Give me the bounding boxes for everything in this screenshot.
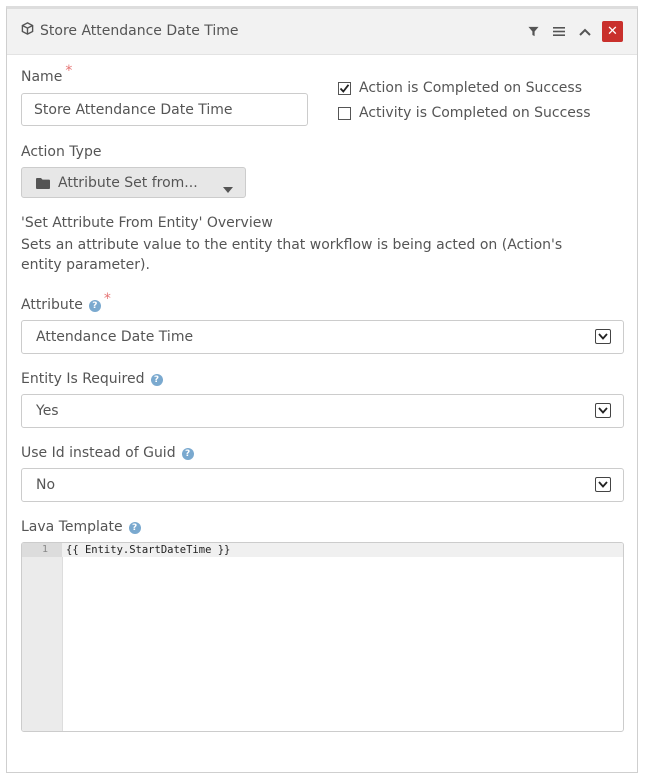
line-number: 1 [41, 544, 48, 555]
attribute-label [21, 291, 111, 313]
entity-required-select[interactable] [21, 394, 624, 428]
lava-template-editor[interactable] [21, 542, 624, 732]
attribute-select[interactable] [21, 320, 624, 354]
lava-template-label [21, 519, 141, 535]
chevron-down-icon [595, 403, 611, 418]
entity-required-select-value: Yes [36, 403, 59, 419]
panel-title [21, 22, 239, 39]
activity-completed-checkbox-row[interactable] [338, 105, 591, 121]
overview-title: 'Set Attribute From Entity' Overview [21, 215, 273, 231]
activity-completed-label: Activity is Completed on Success [359, 105, 591, 121]
attribute-label-text: Attribute [21, 297, 83, 313]
name-field[interactable] [21, 93, 308, 126]
close-button[interactable] [602, 21, 623, 42]
name-label [21, 63, 73, 85]
use-id-label [21, 445, 194, 461]
required-mark: * [65, 63, 73, 79]
name-field-value: Store Attendance Date Time [34, 101, 233, 118]
use-id-select-value: No [36, 477, 56, 493]
editor-gutter [22, 543, 63, 731]
panel-header [7, 9, 637, 55]
caret-down-icon [223, 181, 233, 197]
list-icon[interactable] [550, 23, 568, 41]
use-id-select[interactable] [21, 468, 624, 502]
help-icon[interactable]: ? [182, 448, 194, 460]
lava-template-label-text: Lava Template [21, 519, 123, 535]
overview-text: Sets an attribute value to the entity that workflow is being acted on (Action's entity parameter). [21, 237, 563, 273]
action-type-label: Action Type [21, 144, 102, 160]
filter-icon[interactable] [524, 23, 542, 41]
chevron-down-icon [595, 329, 611, 344]
close-icon: ✕ [607, 24, 618, 39]
action-completed-checkbox[interactable] [338, 82, 351, 95]
chevron-up-icon[interactable] [576, 23, 594, 41]
entity-required-label-text: Entity Is Required [21, 371, 145, 387]
chevron-down-icon [595, 477, 611, 492]
attribute-select-value: Attendance Date Time [36, 329, 194, 345]
editor-code[interactable]: {{ Entity.StartDateTime }} [66, 544, 231, 556]
action-type-dropdown[interactable] [21, 167, 246, 198]
required-mark: * [103, 291, 111, 307]
folder-icon [36, 177, 50, 193]
action-completed-checkbox-row[interactable] [338, 80, 582, 96]
help-icon[interactable]: ? [89, 300, 101, 312]
cube-icon [21, 22, 34, 39]
help-icon[interactable]: ? [129, 522, 141, 534]
name-label-text: Name [21, 69, 63, 85]
entity-required-label [21, 371, 163, 387]
activity-completed-checkbox[interactable] [338, 107, 351, 120]
use-id-label-text: Use Id instead of Guid [21, 445, 176, 461]
action-type-button-label: Attribute Set from... [58, 175, 198, 191]
panel-title-text: Store Attendance Date Time [40, 22, 239, 39]
help-icon[interactable]: ? [151, 374, 163, 386]
action-completed-label: Action is Completed on Success [359, 80, 582, 96]
